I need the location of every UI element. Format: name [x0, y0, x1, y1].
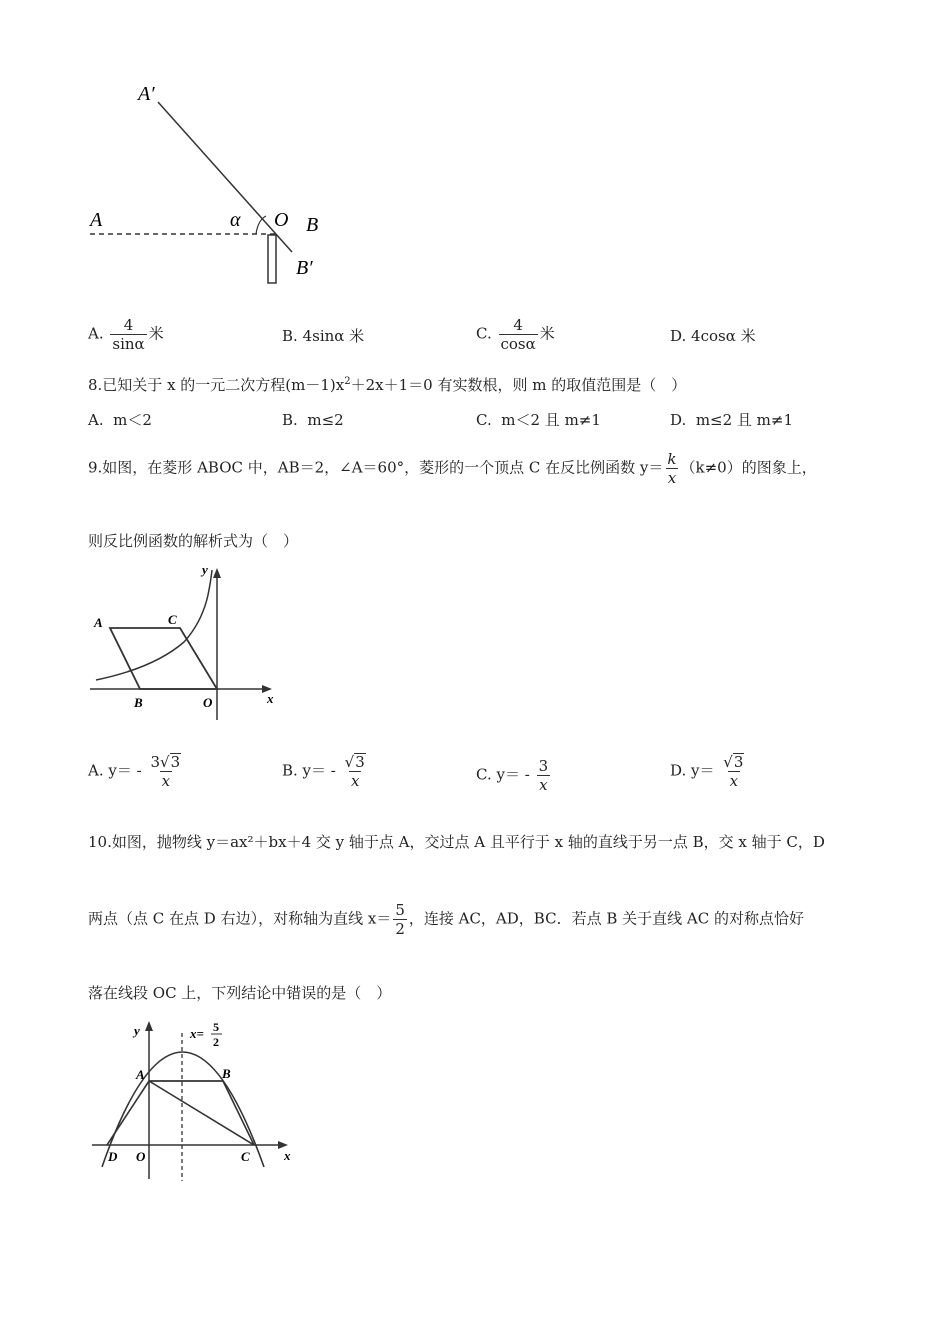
- stem-part: 两点（点 C 在点 D 右边），对称轴为直线 x＝: [88, 909, 392, 928]
- option-label: A.: [88, 411, 104, 429]
- fraction: [393, 901, 407, 938]
- stem-part: 9.如图，在菱形 ABOC 中，AB＝2，∠A＝60°，菱形的一个顶点 C 在反比例函数 y＝: [88, 458, 664, 477]
- radicand: 3: [733, 753, 744, 771]
- label-x: x: [284, 1148, 291, 1163]
- label-axis-den: 2: [213, 1035, 219, 1049]
- fraction-numerator: 4: [513, 316, 523, 334]
- y-axis-arrow: [213, 568, 221, 578]
- label-b: B: [222, 1066, 231, 1081]
- option-label: B.: [282, 327, 298, 345]
- label-a: A: [136, 1067, 145, 1082]
- label-y: y: [202, 562, 208, 577]
- label-x: x: [267, 691, 274, 706]
- label-y: y: [134, 1023, 140, 1038]
- stem-part: 8.已知关于 x 的一元二次方程(m－1)x: [88, 376, 345, 394]
- fraction-numerator: √3: [344, 753, 365, 771]
- fraction-numerator: √3: [723, 753, 744, 771]
- label-axis-x-eq: x=: [190, 1026, 204, 1041]
- option-text: 4sinα 米: [302, 327, 365, 345]
- stem-part: ，连接 AC，AD，BC．若点 B 关于直线 AC 的对称点恰好: [408, 909, 804, 928]
- option-label: A.: [88, 324, 104, 343]
- label-o: O: [274, 209, 289, 231]
- y-axis-arrow: [145, 1021, 153, 1031]
- q9-option-c: [476, 757, 552, 794]
- fraction: [499, 316, 538, 353]
- q9-figure: [84, 560, 284, 725]
- q7-option-c: [476, 316, 555, 353]
- fraction-numerator: 3: [538, 757, 549, 775]
- q10-stem-line2: [88, 901, 804, 938]
- coefficient: 3: [150, 753, 161, 771]
- option-label: B.: [282, 411, 298, 429]
- q10-stem-line3: 落在线段 OC 上，下列结论中错误的是（ ）: [88, 984, 392, 1002]
- label-a-prime: A′: [138, 83, 155, 105]
- option-label: D.: [670, 411, 687, 429]
- q9-stem: [88, 450, 817, 487]
- q9-option-b: [282, 753, 370, 790]
- label-d: D: [108, 1149, 118, 1164]
- fraction: [721, 753, 746, 790]
- label-o: O: [136, 1149, 146, 1164]
- fraction-denominator: x: [539, 776, 548, 794]
- option-label: D. y＝: [670, 761, 715, 780]
- label-axis-num: 5: [213, 1020, 219, 1034]
- q9-option-a: [88, 753, 185, 790]
- q7-option-b: [282, 326, 364, 346]
- fraction-denominator: 2: [395, 920, 405, 938]
- superscript: 2: [344, 376, 351, 387]
- unit: 米: [539, 324, 555, 343]
- fraction-numerator: 3√3: [150, 753, 181, 771]
- label-alpha: α: [230, 209, 241, 231]
- fraction: [343, 753, 368, 790]
- label-o: O: [203, 695, 213, 710]
- option-text: m≤2: [307, 411, 344, 429]
- fraction: [148, 753, 183, 790]
- unit: 米: [148, 324, 164, 343]
- option-label: A. y＝ -: [88, 761, 142, 780]
- option-label: D.: [670, 327, 687, 345]
- q9-stem-line2: 则反比例函数的解析式为（ ）: [88, 532, 299, 550]
- q10-stem-line1: 10.如图，抛物线 y＝ax²＋bx＋4 交 y 轴于点 A，交过点 A 且平行于 x 轴的直线于另一点 B，交 x 轴于 C，D: [88, 833, 825, 851]
- fraction-denominator: x: [729, 772, 739, 790]
- q8-option-b: [282, 410, 344, 430]
- label-c: C: [168, 612, 177, 627]
- fraction: [537, 757, 551, 794]
- fraction-numerator: 5: [395, 901, 405, 919]
- fraction: [665, 450, 678, 487]
- option-text: 4cosα 米: [691, 327, 756, 345]
- option-text: m＜2 且 m≠1: [501, 411, 601, 429]
- label-b: B: [306, 214, 319, 236]
- q7-option-a: [88, 316, 164, 353]
- fraction-denominator: cosα: [500, 335, 536, 353]
- label-b-prime: B′: [296, 257, 313, 279]
- option-text: m≤2 且 m≠1: [695, 411, 794, 429]
- post-rect: [268, 235, 276, 283]
- q7-option-d: [670, 326, 756, 346]
- radicand: 3: [170, 753, 181, 771]
- label-c: C: [241, 1149, 250, 1164]
- fraction-denominator: x: [161, 772, 171, 790]
- stem-part: ＋2x＋1＝0 有实数根，则 m 的取值范围是（ ）: [350, 376, 687, 394]
- q7-figure: [80, 80, 340, 290]
- rhombus: [110, 628, 217, 689]
- q8-option-c: [476, 410, 601, 430]
- option-label: C.: [476, 411, 492, 429]
- q10-figure: [88, 1015, 308, 1185]
- fraction-numerator: 4: [123, 316, 134, 334]
- q8-stem: [88, 372, 686, 395]
- q8-option-d: [670, 410, 793, 430]
- option-text: m＜2: [113, 411, 152, 429]
- label-a: A: [94, 615, 103, 630]
- stem-part: （k≠0）的图象上，: [680, 458, 817, 477]
- q8-option-a: [88, 410, 152, 430]
- fraction-numerator: k: [667, 450, 677, 468]
- hyperbola-curve: [96, 570, 212, 680]
- angle-arc: [256, 216, 266, 234]
- label-a: A: [90, 209, 103, 231]
- label-b: B: [134, 695, 143, 710]
- option-label: C.: [476, 324, 492, 343]
- fraction-denominator: x: [667, 469, 677, 487]
- fraction-denominator: sinα: [112, 335, 145, 353]
- q9-option-d: [670, 753, 748, 790]
- option-label: B. y＝ -: [282, 761, 336, 780]
- rod-line: [158, 102, 292, 252]
- fraction: [110, 316, 146, 353]
- option-label: C. y＝ -: [476, 765, 530, 784]
- parabola-curve: [102, 1052, 264, 1167]
- segment-ad: [107, 1081, 149, 1145]
- fraction-denominator: x: [350, 772, 360, 790]
- radicand: 3: [355, 753, 365, 771]
